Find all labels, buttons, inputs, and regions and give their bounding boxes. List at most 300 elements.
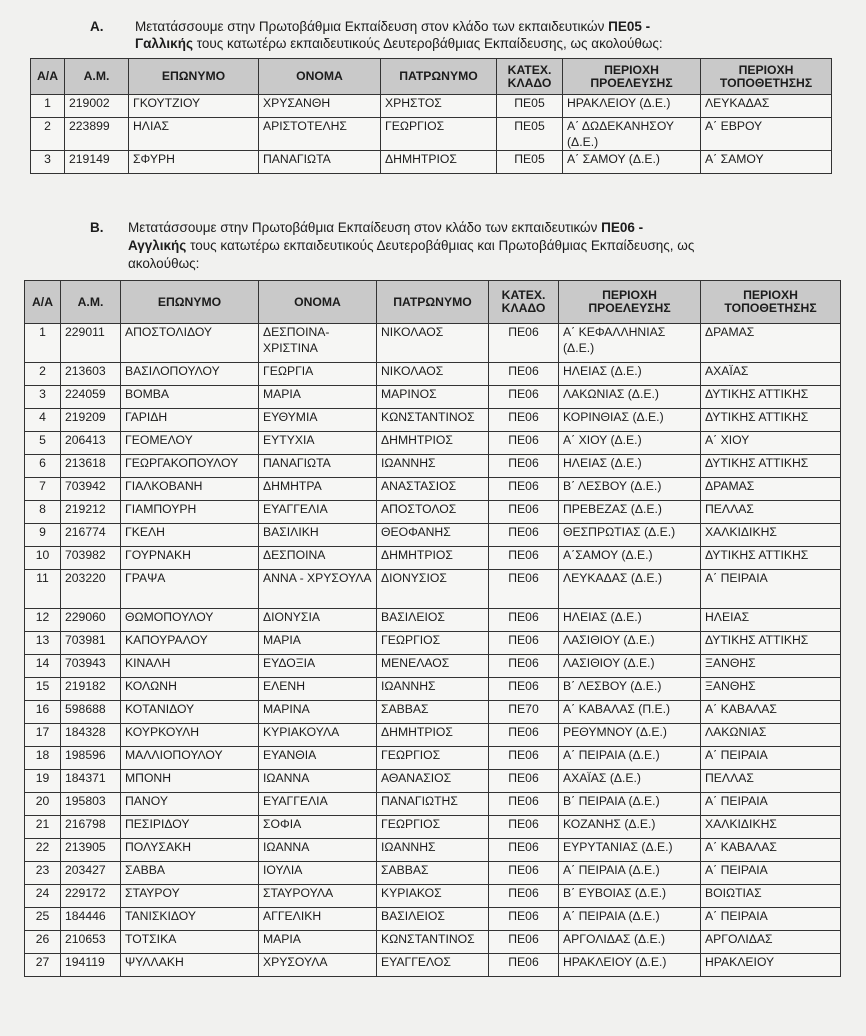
cell-surname: ΜΠΟΝΗ bbox=[121, 770, 259, 793]
cell-row-number: 26 bbox=[25, 931, 61, 954]
cell-placement-area: ΔΥΤΙΚΗΣ ΑΤΤΙΚΗΣ bbox=[701, 632, 841, 655]
header-first-name: ΟΝΟΜΑ bbox=[259, 59, 381, 95]
cell-first-name: ΑΝΝΑ - ΧΡΥΣΟΥΛΑ bbox=[259, 570, 377, 609]
cell-surname: ΚΟΤΑΝΙΔΟΥ bbox=[121, 701, 259, 724]
cell-category: ΠΕ06 bbox=[489, 501, 559, 524]
cell-row-number: 12 bbox=[25, 609, 61, 632]
header-category: ΚΑΤΕΧ. ΚΛΑΔΟ bbox=[489, 281, 559, 324]
cell-origin-area: ΡΕΘΥΜΝΟΥ (Δ.Ε.) bbox=[559, 724, 701, 747]
cell-placement-area: ΔΡΑΜΑΣ bbox=[701, 324, 841, 363]
cell-surname: ΣΑΒΒΑ bbox=[121, 862, 259, 885]
header-surname: ΕΠΩΝΥΜΟ bbox=[129, 59, 259, 95]
cell-registry-number: 184446 bbox=[61, 908, 121, 931]
header-origin-area: ΠΕΡΙΟΧΗ ΠΡΟΕΛΕΥΣΗΣ bbox=[563, 59, 701, 95]
header-surname: ΕΠΩΝΥΜΟ bbox=[121, 281, 259, 324]
cell-row-number: 17 bbox=[25, 724, 61, 747]
header-registry-number: Α.Μ. bbox=[65, 59, 129, 95]
cell-registry-number: 703981 bbox=[61, 632, 121, 655]
cell-father-name: ΔΗΜΗΤΡΙΟΣ bbox=[381, 151, 497, 174]
table-row bbox=[25, 908, 841, 931]
cell-category: ΠΕ06 bbox=[489, 885, 559, 908]
cell-first-name: ΜΑΡΙΑ bbox=[259, 386, 377, 409]
table-row bbox=[25, 501, 841, 524]
cell-father-name: ΔΗΜΗΤΡΙΟΣ bbox=[377, 432, 489, 455]
cell-first-name: ΠΑΝΑΓΙΩΤΑ bbox=[259, 455, 377, 478]
cell-placement-area: Α΄ ΣΑΜΟΥ bbox=[701, 151, 832, 174]
cell-category: ΠΕ06 bbox=[489, 747, 559, 770]
cell-father-name: ΠΑΝΑΓΙΩΤΗΣ bbox=[377, 793, 489, 816]
cell-father-name: ΧΡΗΣΤΟΣ bbox=[381, 95, 497, 118]
cell-father-name: ΑΘΑΝΑΣΙΟΣ bbox=[377, 770, 489, 793]
cell-origin-area: ΛΑΣΙΘΙΟΥ (Δ.Ε.) bbox=[559, 655, 701, 678]
cell-first-name: ΜΑΡΙΑ bbox=[259, 632, 377, 655]
cell-registry-number: 210653 bbox=[61, 931, 121, 954]
cell-placement-area: ΗΛΕΙΑΣ bbox=[701, 609, 841, 632]
cell-category: ΠΕ06 bbox=[489, 455, 559, 478]
cell-origin-area: ΚΟΡΙΝΘΙΑΣ (Δ.Ε.) bbox=[559, 409, 701, 432]
header-row-number: Α/Α bbox=[31, 59, 65, 95]
cell-row-number: 4 bbox=[25, 409, 61, 432]
cell-category: ΠΕ06 bbox=[489, 770, 559, 793]
cell-registry-number: 216798 bbox=[61, 816, 121, 839]
cell-placement-area: ΔΥΤΙΚΗΣ ΑΤΤΙΚΗΣ bbox=[701, 386, 841, 409]
section-b-heading bbox=[0, 205, 866, 280]
cell-registry-number: 229060 bbox=[61, 609, 121, 632]
table-row bbox=[25, 570, 841, 609]
cell-surname: ΤΑΝΙΣΚΙΔΟΥ bbox=[121, 908, 259, 931]
cell-surname: ΓΙΑΛΚΟΒΑΝΗ bbox=[121, 478, 259, 501]
cell-row-number: 25 bbox=[25, 908, 61, 931]
cell-registry-number: 195803 bbox=[61, 793, 121, 816]
cell-surname: ΒΟΜΒΑ bbox=[121, 386, 259, 409]
cell-father-name: ΘΕΟΦΑΝΗΣ bbox=[377, 524, 489, 547]
cell-category: ΠΕ05 bbox=[497, 95, 563, 118]
cell-row-number: 13 bbox=[25, 632, 61, 655]
cell-surname: ΚΟΛΩΝΗ bbox=[121, 678, 259, 701]
cell-origin-area: Α΄ ΠΕΙΡΑΙΑ (Δ.Ε.) bbox=[559, 747, 701, 770]
cell-first-name: ΕΥΘΥΜΙΑ bbox=[259, 409, 377, 432]
cell-registry-number: 184371 bbox=[61, 770, 121, 793]
cell-row-number: 10 bbox=[25, 547, 61, 570]
cell-surname: ΓΟΥΡΝΑΚΗ bbox=[121, 547, 259, 570]
cell-registry-number: 703942 bbox=[61, 478, 121, 501]
cell-origin-area: Β΄ ΛΕΣΒΟΥ (Δ.Ε.) bbox=[559, 678, 701, 701]
table-b bbox=[24, 280, 841, 977]
cell-origin-area: Β΄ ΠΕΙΡΑΙΑ (Δ.Ε.) bbox=[559, 793, 701, 816]
cell-category: ΠΕ06 bbox=[489, 478, 559, 501]
table-row bbox=[25, 409, 841, 432]
table-row bbox=[25, 747, 841, 770]
cell-father-name: ΙΩΑΝΝΗΣ bbox=[377, 678, 489, 701]
section-a-letter: Α. bbox=[90, 19, 104, 34]
table-row bbox=[31, 151, 832, 174]
section-a-line-2-text: τους κατωτέρω εκπαιδευτικούς Δευτεροβάθμιας Εκπαίδευσης, ως ακολούθως: bbox=[192, 36, 663, 51]
cell-row-number: 24 bbox=[25, 885, 61, 908]
cell-category: ΠΕ05 bbox=[497, 151, 563, 174]
cell-surname: ΒΑΣΙΛΟΠΟΥΛΟΥ bbox=[121, 363, 259, 386]
cell-category: ΠΕ06 bbox=[489, 839, 559, 862]
table-row bbox=[25, 632, 841, 655]
cell-first-name: ΠΑΝΑΓΙΩΤΑ bbox=[259, 151, 381, 174]
cell-row-number: 5 bbox=[25, 432, 61, 455]
section-b-subject-code: ΠΕ06 - bbox=[601, 220, 644, 235]
cell-row-number: 27 bbox=[25, 954, 61, 977]
cell-first-name: ΔΙΟΝΥΣΙΑ bbox=[259, 609, 377, 632]
cell-father-name: ΣΑΒΒΑΣ bbox=[377, 701, 489, 724]
cell-registry-number: 219212 bbox=[61, 501, 121, 524]
cell-placement-area: Α΄ ΚΑΒΑΛΑΣ bbox=[701, 701, 841, 724]
cell-surname: ΓΑΡΙΔΗ bbox=[121, 409, 259, 432]
cell-father-name: ΓΕΩΡΓΙΟΣ bbox=[377, 816, 489, 839]
table-row bbox=[25, 363, 841, 386]
cell-first-name: ΕΥΤΥΧΙΑ bbox=[259, 432, 377, 455]
cell-row-number: 2 bbox=[31, 118, 65, 151]
table-a bbox=[30, 58, 832, 174]
table-row bbox=[25, 839, 841, 862]
cell-first-name: ΓΕΩΡΓΙΑ bbox=[259, 363, 377, 386]
cell-row-number: 7 bbox=[25, 478, 61, 501]
cell-surname: ΜΑΛΛΙΟΠΟΥΛΟΥ bbox=[121, 747, 259, 770]
cell-registry-number: 216774 bbox=[61, 524, 121, 547]
cell-origin-area: Α΄ ΠΕΙΡΑΙΑ (Δ.Ε.) bbox=[559, 908, 701, 931]
cell-category: ΠΕ06 bbox=[489, 655, 559, 678]
cell-registry-number: 203220 bbox=[61, 570, 121, 609]
cell-row-number: 19 bbox=[25, 770, 61, 793]
header-father-name: ΠΑΤΡΩΝΥΜΟ bbox=[377, 281, 489, 324]
cell-row-number: 6 bbox=[25, 455, 61, 478]
section-a-subject: Γαλλικής bbox=[135, 36, 193, 51]
cell-category: ΠΕ05 bbox=[497, 118, 563, 151]
cell-surname: ΑΠΟΣΤΟΛΙΔΟΥ bbox=[121, 324, 259, 363]
cell-category: ΠΕ06 bbox=[489, 816, 559, 839]
cell-surname: ΓΕΩΡΓΑΚΟΠΟΥΛΟΥ bbox=[121, 455, 259, 478]
cell-origin-area: ΗΛΕΙΑΣ (Δ.Ε.) bbox=[559, 609, 701, 632]
cell-father-name: ΓΕΩΡΓΙΟΣ bbox=[377, 747, 489, 770]
section-b-subject: Αγγλικής bbox=[128, 238, 187, 253]
cell-placement-area: ΑΧΑΪΑΣ bbox=[701, 363, 841, 386]
cell-placement-area: ΑΡΓΟΛΙΔΑΣ bbox=[701, 931, 841, 954]
cell-first-name: ΕΥΔΟΞΙΑ bbox=[259, 655, 377, 678]
cell-placement-area: Α΄ ΧΙΟΥ bbox=[701, 432, 841, 455]
table-row bbox=[25, 816, 841, 839]
header-placement-area: ΠΕΡΙΟΧΗ ΤΟΠΟΘΕΤΗΣΗΣ bbox=[701, 281, 841, 324]
table-row bbox=[25, 324, 841, 363]
cell-father-name: ΔΗΜΗΤΡΙΟΣ bbox=[377, 547, 489, 570]
cell-surname: ΠΕΣΙΡΙΔΟΥ bbox=[121, 816, 259, 839]
cell-placement-area: ΒΟΙΩΤΙΑΣ bbox=[701, 885, 841, 908]
cell-father-name: ΑΝΑΣΤΑΣΙΟΣ bbox=[377, 478, 489, 501]
cell-surname: ΓΚΟΥΤΖΙΟΥ bbox=[129, 95, 259, 118]
cell-row-number: 21 bbox=[25, 816, 61, 839]
cell-origin-area: Α΄ ΣΑΜΟΥ (Δ.Ε.) bbox=[563, 151, 701, 174]
cell-first-name: ΧΡΥΣΑΝΘΗ bbox=[259, 95, 381, 118]
table-row bbox=[25, 432, 841, 455]
cell-row-number: 15 bbox=[25, 678, 61, 701]
cell-row-number: 1 bbox=[25, 324, 61, 363]
cell-first-name: ΚΥΡΙΑΚΟΥΛΑ bbox=[259, 724, 377, 747]
cell-placement-area: ΛΑΚΩΝΙΑΣ bbox=[701, 724, 841, 747]
cell-placement-area: Α΄ ΠΕΙΡΑΙΑ bbox=[701, 570, 841, 609]
cell-placement-area: ΗΡΑΚΛΕΙΟΥ bbox=[701, 954, 841, 977]
cell-row-number: 14 bbox=[25, 655, 61, 678]
cell-surname: ΘΩΜΟΠΟΥΛΟΥ bbox=[121, 609, 259, 632]
header-registry-number: Α.Μ. bbox=[61, 281, 121, 324]
cell-first-name: ΔΗΜΗΤΡΑ bbox=[259, 478, 377, 501]
cell-registry-number: 213603 bbox=[61, 363, 121, 386]
cell-origin-area: ΗΡΑΚΛΕΙΟΥ (Δ.Ε.) bbox=[563, 95, 701, 118]
cell-category: ΠΕ06 bbox=[489, 363, 559, 386]
cell-placement-area: ΧΑΛΚΙΔΙΚΗΣ bbox=[701, 816, 841, 839]
header-row-number: Α/Α bbox=[25, 281, 61, 324]
section-b-line-1 bbox=[128, 219, 643, 237]
cell-registry-number: 203427 bbox=[61, 862, 121, 885]
table-row bbox=[25, 724, 841, 747]
cell-origin-area: Β΄ ΛΕΣΒΟΥ (Δ.Ε.) bbox=[559, 478, 701, 501]
cell-origin-area: Α΄ ΔΩΔΕΚΑΝΗΣΟΥ (Δ.Ε.) bbox=[563, 118, 701, 151]
table-row bbox=[25, 524, 841, 547]
cell-row-number: 20 bbox=[25, 793, 61, 816]
cell-category: ΠΕ06 bbox=[489, 386, 559, 409]
table-row bbox=[25, 770, 841, 793]
cell-category: ΠΕ06 bbox=[489, 724, 559, 747]
header-first-name: ΟΝΟΜΑ bbox=[259, 281, 377, 324]
cell-origin-area: Α΄ ΚΑΒΑΛΑΣ (Π.Ε.) bbox=[559, 701, 701, 724]
cell-placement-area: Α΄ ΠΕΙΡΑΙΑ bbox=[701, 908, 841, 931]
cell-origin-area: Α΄ ΚΕΦΑΛΛΗΝΙΑΣ (Δ.Ε.) bbox=[559, 324, 701, 363]
cell-surname: ΗΛΙΑΣ bbox=[129, 118, 259, 151]
cell-placement-area: Α΄ ΠΕΙΡΑΙΑ bbox=[701, 793, 841, 816]
cell-surname: ΓΡΑΨΑ bbox=[121, 570, 259, 609]
cell-registry-number: 219149 bbox=[65, 151, 129, 174]
cell-category: ΠΕ06 bbox=[489, 632, 559, 655]
cell-first-name: ΒΑΣΙΛΙΚΗ bbox=[259, 524, 377, 547]
cell-row-number: 11 bbox=[25, 570, 61, 609]
cell-registry-number: 219182 bbox=[61, 678, 121, 701]
cell-father-name: ΕΥΑΓΓΕΛΟΣ bbox=[377, 954, 489, 977]
cell-registry-number: 703982 bbox=[61, 547, 121, 570]
table-row bbox=[25, 701, 841, 724]
table-row bbox=[25, 678, 841, 701]
section-a-line-1-text: Μετατάσσουμε στην Πρωτοβάθμια Εκπαίδευση στον κλάδο των εκπαιδευτικών bbox=[135, 19, 609, 34]
cell-origin-area: ΑΡΓΟΛΙΔΑΣ (Δ.Ε.) bbox=[559, 931, 701, 954]
cell-category: ΠΕ70 bbox=[489, 701, 559, 724]
cell-placement-area: ΔΥΤΙΚΗΣ ΑΤΤΙΚΗΣ bbox=[701, 455, 841, 478]
cell-placement-area: Α΄ ΕΒΡΟΥ bbox=[701, 118, 832, 151]
cell-origin-area: Α΄ ΧΙΟΥ (Δ.Ε.) bbox=[559, 432, 701, 455]
cell-row-number: 3 bbox=[31, 151, 65, 174]
cell-surname: ΚΑΠΟΥΡΑΛΟΥ bbox=[121, 632, 259, 655]
cell-row-number: 16 bbox=[25, 701, 61, 724]
cell-surname: ΨΥΛΛΑΚΗ bbox=[121, 954, 259, 977]
section-b-line-2 bbox=[128, 237, 694, 255]
cell-father-name: ΚΩΝΣΤΑΝΤΙΝΟΣ bbox=[377, 931, 489, 954]
table-a-header-row bbox=[31, 59, 832, 95]
cell-origin-area: ΕΥΡΥΤΑΝΙΑΣ (Δ.Ε.) bbox=[559, 839, 701, 862]
cell-father-name: ΒΑΣΙΛΕΙΟΣ bbox=[377, 908, 489, 931]
cell-surname: ΓΚΕΛΗ bbox=[121, 524, 259, 547]
cell-row-number: 3 bbox=[25, 386, 61, 409]
cell-registry-number: 219209 bbox=[61, 409, 121, 432]
cell-father-name: ΚΥΡΙΑΚΟΣ bbox=[377, 885, 489, 908]
cell-placement-area: ΧΑΛΚΙΔΙΚΗΣ bbox=[701, 524, 841, 547]
cell-category: ΠΕ06 bbox=[489, 547, 559, 570]
table-row bbox=[25, 547, 841, 570]
section-a-heading bbox=[0, 0, 866, 58]
cell-father-name: ΚΩΝΣΤΑΝΤΙΝΟΣ bbox=[377, 409, 489, 432]
cell-first-name: ΕΥΑΓΓΕΛΙΑ bbox=[259, 793, 377, 816]
header-placement-area: ΠΕΡΙΟΧΗ ΤΟΠΟΘΕΤΗΣΗΣ bbox=[701, 59, 832, 95]
header-origin-area: ΠΕΡΙΟΧΗ ΠΡΟΕΛΕΥΣΗΣ bbox=[559, 281, 701, 324]
cell-registry-number: 194119 bbox=[61, 954, 121, 977]
cell-surname: ΠΟΛΥΣΑΚΗ bbox=[121, 839, 259, 862]
cell-first-name: ΔΕΣΠΟΙΝΑ- ΧΡΙΣΤΙΝΑ bbox=[259, 324, 377, 363]
section-a-line-1 bbox=[135, 18, 650, 36]
section-b-line-2-text: τους κατωτέρω εκπαιδευτικούς Δευτεροβάθμιας και Πρωτοβάθμιας Εκπαίδευσης, ως bbox=[186, 238, 695, 253]
cell-father-name: ΜΕΝΕΛΑΟΣ bbox=[377, 655, 489, 678]
cell-registry-number: 213618 bbox=[61, 455, 121, 478]
cell-category: ΠΕ06 bbox=[489, 931, 559, 954]
table-row bbox=[25, 793, 841, 816]
cell-surname: ΚΙΝΑΛΗ bbox=[121, 655, 259, 678]
cell-father-name: ΒΑΣΙΛΕΙΟΣ bbox=[377, 609, 489, 632]
cell-category: ΠΕ06 bbox=[489, 432, 559, 455]
cell-category: ΠΕ06 bbox=[489, 954, 559, 977]
cell-row-number: 23 bbox=[25, 862, 61, 885]
cell-origin-area: Α΄ ΠΕΙΡΑΙΑ (Δ.Ε.) bbox=[559, 862, 701, 885]
cell-registry-number: 219002 bbox=[65, 95, 129, 118]
cell-father-name: ΓΕΩΡΓΙΟΣ bbox=[381, 118, 497, 151]
cell-row-number: 8 bbox=[25, 501, 61, 524]
cell-placement-area: Α΄ ΠΕΙΡΑΙΑ bbox=[701, 747, 841, 770]
cell-placement-area: ΛΕΥΚΑΔΑΣ bbox=[701, 95, 832, 118]
cell-origin-area: ΛΑΚΩΝΙΑΣ (Δ.Ε.) bbox=[559, 386, 701, 409]
table-row bbox=[25, 478, 841, 501]
table-row bbox=[25, 954, 841, 977]
cell-category: ΠΕ06 bbox=[489, 678, 559, 701]
cell-placement-area: ΠΕΛΛΑΣ bbox=[701, 501, 841, 524]
cell-surname: ΤΟΤΣΙΚΑ bbox=[121, 931, 259, 954]
cell-registry-number: 224059 bbox=[61, 386, 121, 409]
cell-category: ΠΕ06 bbox=[489, 524, 559, 547]
cell-registry-number: 229011 bbox=[61, 324, 121, 363]
cell-row-number: 18 bbox=[25, 747, 61, 770]
cell-surname: ΣΤΑΥΡΟΥ bbox=[121, 885, 259, 908]
cell-first-name: ΕΛΕΝΗ bbox=[259, 678, 377, 701]
cell-first-name: ΔΕΣΠΟΙΝΑ bbox=[259, 547, 377, 570]
cell-registry-number: 213905 bbox=[61, 839, 121, 862]
cell-origin-area: Β΄ ΕΥΒΟΙΑΣ (Δ.Ε.) bbox=[559, 885, 701, 908]
table-row bbox=[31, 118, 832, 151]
section-b-line-1-text: Μετατάσσουμε στην Πρωτοβάθμια Εκπαίδευση στον κλάδο των εκπαιδευτικών bbox=[128, 220, 602, 235]
cell-category: ΠΕ06 bbox=[489, 793, 559, 816]
cell-registry-number: 223899 bbox=[65, 118, 129, 151]
cell-registry-number: 229172 bbox=[61, 885, 121, 908]
cell-first-name: ΜΑΡΙΝΑ bbox=[259, 701, 377, 724]
cell-row-number: 1 bbox=[31, 95, 65, 118]
cell-placement-area: Α΄ ΠΕΙΡΑΙΑ bbox=[701, 862, 841, 885]
cell-first-name: ΣΤΑΥΡΟΥΛΑ bbox=[259, 885, 377, 908]
cell-registry-number: 703943 bbox=[61, 655, 121, 678]
table-row bbox=[25, 931, 841, 954]
cell-first-name: ΑΡΙΣΤΟΤΕΛΗΣ bbox=[259, 118, 381, 151]
cell-row-number: 22 bbox=[25, 839, 61, 862]
cell-placement-area: ΔΥΤΙΚΗΣ ΑΤΤΙΚΗΣ bbox=[701, 409, 841, 432]
table-row bbox=[25, 386, 841, 409]
cell-registry-number: 598688 bbox=[61, 701, 121, 724]
cell-surname: ΠΑΝΟΥ bbox=[121, 793, 259, 816]
table-a-body bbox=[31, 95, 832, 174]
cell-first-name: ΙΩΑΝΝΑ bbox=[259, 770, 377, 793]
cell-first-name: ΕΥΑΓΓΕΛΙΑ bbox=[259, 501, 377, 524]
cell-first-name: ΧΡΥΣΟΥΛΑ bbox=[259, 954, 377, 977]
cell-placement-area: ΠΕΛΛΑΣ bbox=[701, 770, 841, 793]
section-b-line-3: ακολούθως: bbox=[128, 256, 200, 271]
cell-father-name: ΙΩΑΝΝΗΣ bbox=[377, 455, 489, 478]
cell-first-name: ΣΟΦΙΑ bbox=[259, 816, 377, 839]
cell-father-name: ΝΙΚΟΛΑΟΣ bbox=[377, 324, 489, 363]
cell-placement-area: ΞΑΝΘΗΣ bbox=[701, 678, 841, 701]
cell-father-name: ΔΗΜΗΤΡΙΟΣ bbox=[377, 724, 489, 747]
cell-father-name: ΑΠΟΣΤΟΛΟΣ bbox=[377, 501, 489, 524]
cell-surname: ΓΙΑΜΠΟΥΡΗ bbox=[121, 501, 259, 524]
header-category: ΚΑΤΕΧ. ΚΛΑΔΟ bbox=[497, 59, 563, 95]
header-father-name: ΠΑΤΡΩΝΥΜΟ bbox=[381, 59, 497, 95]
cell-category: ΠΕ06 bbox=[489, 409, 559, 432]
cell-origin-area: ΛΕΥΚΑΔΑΣ (Δ.Ε.) bbox=[559, 570, 701, 609]
cell-placement-area: Α΄ ΚΑΒΑΛΑΣ bbox=[701, 839, 841, 862]
cell-origin-area: ΗΛΕΙΑΣ (Δ.Ε.) bbox=[559, 455, 701, 478]
table-b-header-row bbox=[25, 281, 841, 324]
cell-father-name: ΜΑΡΙΝΟΣ bbox=[377, 386, 489, 409]
table-row bbox=[25, 609, 841, 632]
cell-father-name: ΓΕΩΡΓΙΟΣ bbox=[377, 632, 489, 655]
section-a-line-2 bbox=[135, 35, 663, 53]
cell-surname: ΓΕΟΜΕΛΟΥ bbox=[121, 432, 259, 455]
cell-placement-area: ΞΑΝΘΗΣ bbox=[701, 655, 841, 678]
cell-first-name: ΙΩΑΝΝΑ bbox=[259, 839, 377, 862]
cell-category: ΠΕ06 bbox=[489, 862, 559, 885]
table-row bbox=[31, 95, 832, 118]
cell-category: ΠΕ06 bbox=[489, 908, 559, 931]
cell-origin-area: Α΄ΣΑΜΟΥ (Δ.Ε.) bbox=[559, 547, 701, 570]
table-b-body bbox=[25, 324, 841, 977]
cell-origin-area: ΗΛΕΙΑΣ (Δ.Ε.) bbox=[559, 363, 701, 386]
cell-first-name: ΜΑΡΙΑ bbox=[259, 931, 377, 954]
cell-origin-area: ΘΕΣΠΡΩΤΙΑΣ (Δ.Ε.) bbox=[559, 524, 701, 547]
cell-registry-number: 198596 bbox=[61, 747, 121, 770]
cell-origin-area: ΛΑΣΙΘΙΟΥ (Δ.Ε.) bbox=[559, 632, 701, 655]
cell-placement-area: ΔΡΑΜΑΣ bbox=[701, 478, 841, 501]
cell-first-name: ΕΥΑΝΘΙΑ bbox=[259, 747, 377, 770]
section-b-letter: Β. bbox=[90, 220, 104, 235]
cell-father-name: ΝΙΚΟΛΑΟΣ bbox=[377, 363, 489, 386]
cell-origin-area: ΠΡΕΒΕΖΑΣ (Δ.Ε.) bbox=[559, 501, 701, 524]
table-row bbox=[25, 455, 841, 478]
cell-origin-area: ΚΟΖΑΝΗΣ (Δ.Ε.) bbox=[559, 816, 701, 839]
cell-father-name: ΔΙΟΝΥΣΙΟΣ bbox=[377, 570, 489, 609]
cell-father-name: ΙΩΑΝΝΗΣ bbox=[377, 839, 489, 862]
table-row bbox=[25, 655, 841, 678]
cell-category: ΠΕ06 bbox=[489, 609, 559, 632]
cell-registry-number: 206413 bbox=[61, 432, 121, 455]
cell-category: ΠΕ06 bbox=[489, 570, 559, 609]
cell-origin-area: ΑΧΑΪΑΣ (Δ.Ε.) bbox=[559, 770, 701, 793]
cell-origin-area: ΗΡΑΚΛΕΙΟΥ (Δ.Ε.) bbox=[559, 954, 701, 977]
cell-placement-area: ΔΥΤΙΚΗΣ ΑΤΤΙΚΗΣ bbox=[701, 547, 841, 570]
cell-father-name: ΣΑΒΒΑΣ bbox=[377, 862, 489, 885]
cell-row-number: 2 bbox=[25, 363, 61, 386]
cell-registry-number: 184328 bbox=[61, 724, 121, 747]
